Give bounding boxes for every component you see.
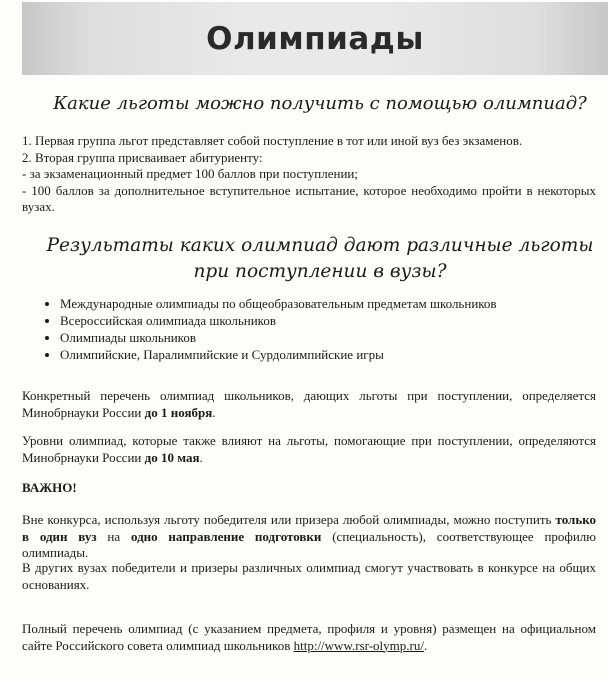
footer-paragraph bbox=[22, 621, 596, 654]
list-item: • Олимпиады школьников bbox=[60, 329, 497, 346]
important-bold-one-university: только в один вуз bbox=[22, 512, 597, 544]
list-note-text: Конкретный перечень олимпиад школьников, дающих льготы при поступлении, определяется Минобрнауки России bbox=[22, 388, 596, 420]
list-note bbox=[22, 388, 596, 421]
other-universities-paragraph: В других вузах победители и призеры различных олимпиад смогут участвовать в конкурсе на общих основаниях. bbox=[22, 560, 596, 592]
benefits-heading: Какие льготы можно получить с помощью олимпиад? bbox=[53, 93, 587, 114]
rsr-olymp-link[interactable]: http://www.rsr-olymp.ru/ bbox=[293, 637, 424, 653]
footer-text: Полный перечень олимпиад (с указанием предмета, профиля и уровня) размещен на официальном сайте Российского совета олимпиад школьников bbox=[22, 621, 596, 653]
levels-note bbox=[22, 433, 596, 466]
list-item: • Всероссийская олимпиада школьников bbox=[60, 312, 497, 329]
benefit-line: - 100 баллов за дополнительное вступительное испытание, которое необходимо пройти в некоторых вузах. bbox=[22, 182, 596, 214]
benefit-line: 2. Вторая группа присваивает абитуриенту: bbox=[22, 149, 263, 165]
important-text: на bbox=[107, 528, 121, 544]
list-note-end: . bbox=[212, 404, 216, 420]
important-text: (специальность), соответствующее профилю олимпиады. bbox=[22, 528, 596, 560]
olympiad-list bbox=[36, 295, 497, 363]
levels-note-deadline: до 10 мая bbox=[144, 449, 200, 465]
benefit-line: 1. Первая группа льгот представляет собой поступление в тот или иной вуз без экзаменов. bbox=[22, 133, 523, 148]
list-item: • Олимпийские, Паралимпийские и Сурдолимпийские игры bbox=[60, 346, 497, 363]
levels-note-text: Уровни олимпиад, которые также влияют на льготы, помогающие при поступлении, определяются Минобрнауки России bbox=[22, 433, 596, 465]
results-heading: Результаты каких олимпиад дают различные льготы при поступлении в вузы? bbox=[46, 235, 594, 282]
important-paragraph bbox=[22, 512, 596, 562]
list-note-deadline: до 1 ноября bbox=[144, 404, 213, 420]
levels-note-end: . bbox=[199, 449, 203, 465]
title-banner bbox=[22, 2, 608, 75]
page-title: Олимпиады bbox=[206, 20, 424, 57]
important-label: ВАЖНО! bbox=[22, 480, 77, 495]
footer-end: . bbox=[423, 637, 428, 653]
benefit-line: - за экзаменационный предмет 100 баллов при поступлении; bbox=[22, 166, 358, 181]
important-bold-one-direction: одно направление подготовки bbox=[130, 528, 322, 544]
important-text: Вне конкурса, используя льготу победителя или призера любой олимпиады, можно поступить bbox=[22, 512, 552, 527]
benefits-list bbox=[22, 133, 596, 216]
list-item: • Международные олимпиады по общеобразовательным предметам школьников bbox=[60, 295, 497, 312]
